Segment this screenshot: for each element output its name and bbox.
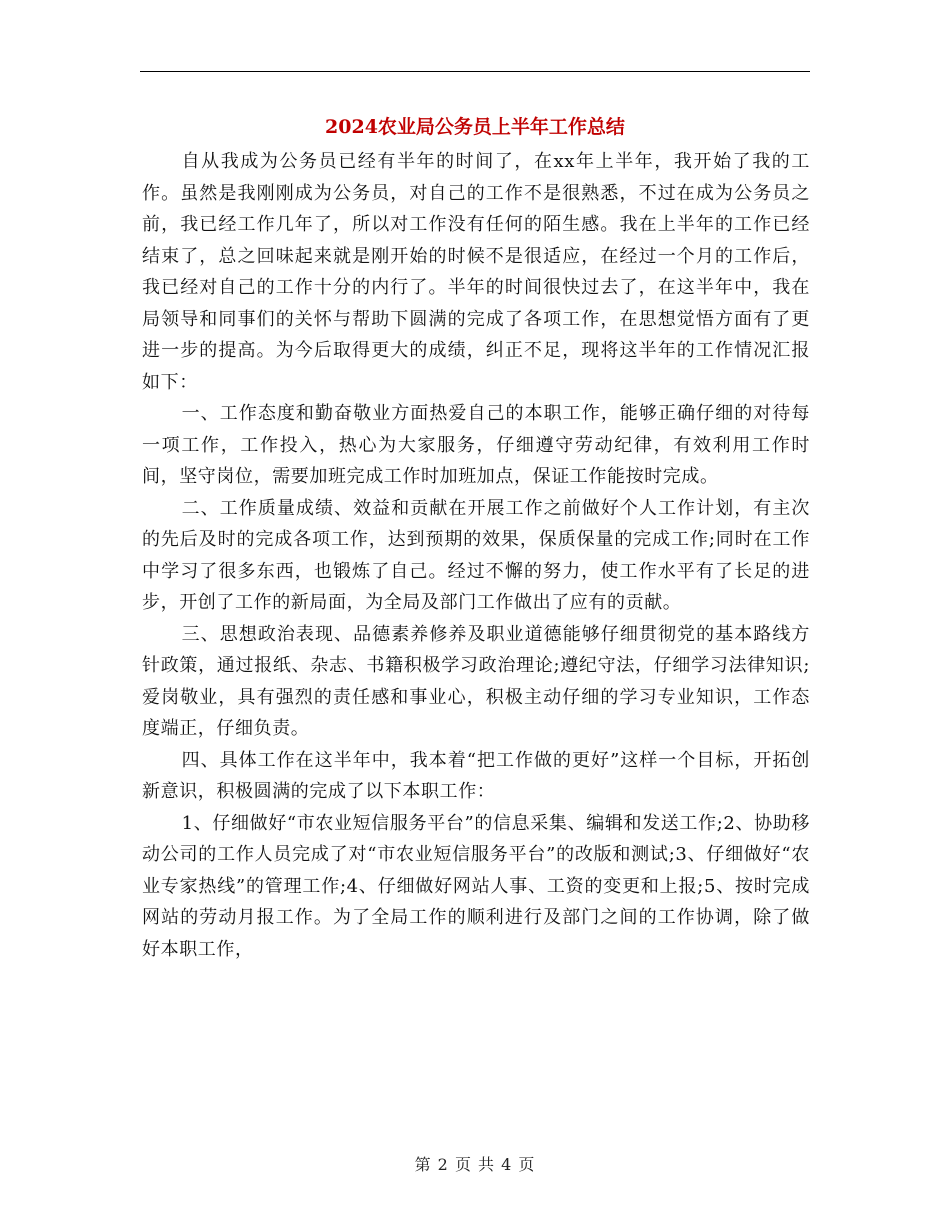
- paragraph-section-2: 二、工作质量成绩、效益和贡献在开展工作之前做好个人工作计划，有主次的先后及时的完成各项工作，达到预期的效果，保质保量的完成工作;同时在工作中学习了很多东西，也锻炼了自己。经过不懈的努力，使工作水平有了长足的进步，开创了工作的新局面，为全局及部门工作做出了应有的贡献。: [142, 497, 810, 613]
- document-title: 2024农业局公务员上半年工作总结: [325, 116, 625, 138]
- header-rule: [140, 71, 810, 72]
- paragraph-section-4: 四、具体工作在这半年中，我本着“把工作做的更好”这样一个目标，开拓创新意识，积极圆满的完成了以下本职工作：: [142, 749, 810, 802]
- paragraph-section-3: 三、思想政治表现、品德素养修养及职业道德能够仔细贯彻党的基本路线方针政策，通过报纸、杂志、书籍积极学习政治理论;遵纪守法，仔细学习法律知识;爱岗敬业，具有强烈的责任感和事业心，积极主动仔细的学习专业知识，工作态度端正，仔细负责。: [142, 623, 810, 739]
- document-body: [142, 146, 810, 965]
- paragraph-intro: 自从我成为公务员已经有半年的时间了，在xx年上半年，我开始了我的工作。虽然是我刚刚成为公务员，对自己的工作不是很熟悉，不过在成为公务员之前，我已经工作几年了，所以对工作没有任何的陌生感。我在上半年的工作已经结束了，总之回味起来就是刚开始的时候不是很适应，在经过一个月的工作后，我已经对自己的工作十分的内行了。半年的时间很快过去了，在这半年中，我在局领导和同事们的关怀与帮助下圆满的完成了各项工作，在思想觉悟方面有了更进一步的提高。为今后取得更大的成绩，纠正不足，现将这半年的工作情况汇报如下：: [142, 151, 810, 393]
- page-number-footer: 第 2 页 共 4 页: [414, 1155, 536, 1174]
- paragraph-section-1: 一、工作态度和勤奋敬业方面热爱自己的本职工作，能够正确仔细的对待每一项工作，工作投入，热心为大家服务，仔细遵守劳动纪律，有效利用工作时间，坚守岗位，需要加班完成工作时加班加点，保证工作能按时完成。: [142, 403, 810, 487]
- paragraph-task-list: 1、仔细做好“市农业短信服务平台”的信息采集、编辑和发送工作;2、协助移动公司的工作人员完成了对“市农业短信服务平台”的改版和测试;3、仔细做好“农业专家热线”的管理工作;4、仔细做好网站人事、工资的变更和上报;5、按时完成网站的劳动月报工作。为了全局工作的顺利进行及部门之间的工作协调，除了做好本职工作，: [142, 812, 810, 960]
